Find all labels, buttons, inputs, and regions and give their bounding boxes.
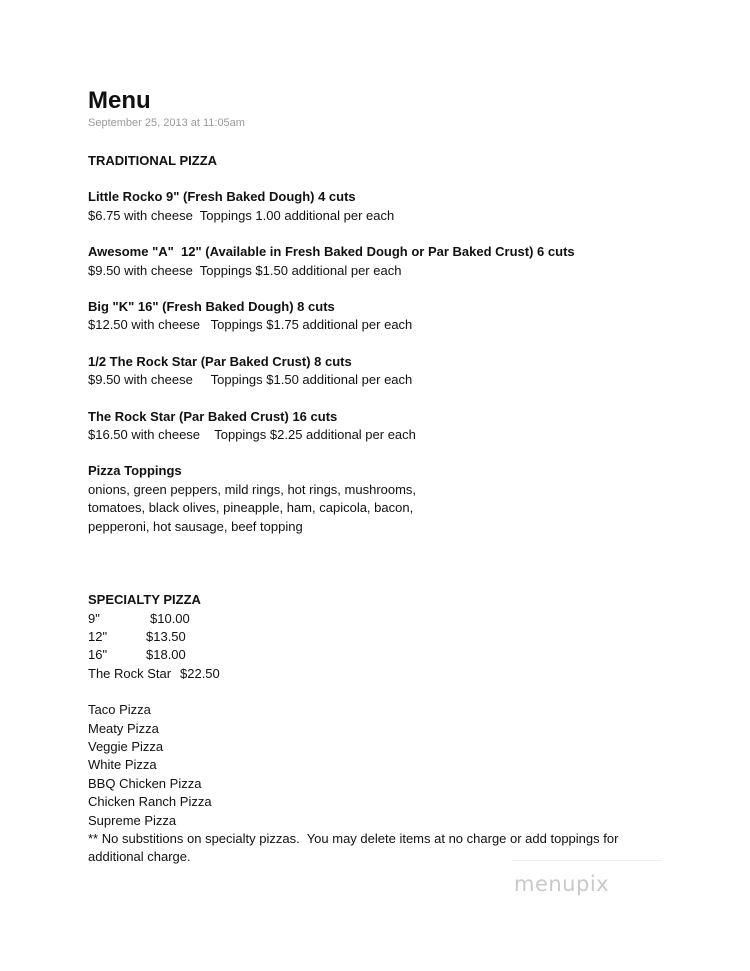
size-label: 9" [88, 610, 100, 626]
menu-item-price: $6.75 with cheese Toppings 1.00 additional per each [88, 207, 395, 223]
specialty-pizza-item: Supreme Pizza [88, 812, 177, 828]
size-label: 12" [88, 628, 108, 644]
size-price-row [88, 628, 728, 646]
specialty-pizza-item: Chicken Ranch Pizza [88, 794, 212, 810]
toppings-line: tomatoes, black olives, pineapple, ham, capicola, bacon, [88, 500, 414, 516]
menu-item-price: $12.50 with cheese Toppings $1.75 additional per each [88, 317, 413, 333]
menu-item-price: $16.50 with cheese Toppings $2.25 additional per each [88, 427, 416, 443]
size-price-row [88, 610, 728, 628]
specialty-pizza-item: Taco Pizza [88, 702, 151, 718]
size-label: 16" [88, 647, 108, 663]
size-label: The Rock Star [88, 665, 172, 681]
size-price: $10.00 [150, 610, 190, 626]
menu-item-name: Big "K" 16" (Fresh Baked Dough) 8 cuts [88, 299, 335, 315]
specialty-heading: SPECIALTY PIZZA [88, 592, 201, 608]
specialty-pizza-item: Meaty Pizza [88, 720, 159, 736]
toppings-heading: Pizza Toppings [88, 463, 182, 479]
menu-item-name: Little Rocko 9" (Fresh Baked Dough) 4 cuts [88, 189, 356, 205]
menu-item-name: Awesome "A" 12" (Available in Fresh Baked Dough or Par Baked Crust) 6 cuts [88, 244, 575, 260]
menupix-watermark: menupix [514, 872, 610, 896]
size-price: $18.00 [146, 647, 186, 663]
specialty-pizza-item: White Pizza [88, 757, 157, 773]
traditional-heading: TRADITIONAL PIZZA [88, 153, 218, 168]
specialty-pizza-item: Veggie Pizza [88, 738, 164, 754]
menu-document [88, 87, 728, 867]
size-price-row [88, 665, 728, 683]
specialty-pizza-item: BBQ Chicken Pizza [88, 775, 202, 791]
post-date: September 25, 2013 at 11:05am [88, 117, 245, 129]
menu-item-price: $9.50 with cheese Toppings $1.50 additional per each [88, 262, 402, 278]
toppings-line: onions, green peppers, mild rings, hot rings, mushrooms, [88, 481, 417, 497]
toppings-line: pepperoni, hot sausage, beef topping [88, 518, 303, 534]
menu-item-price: $9.50 with cheese Toppings $1.50 additional per each [88, 372, 413, 388]
specialty-note: ** No substitions on specialty pizzas. You may delete items at no charge or add toppings for additional charge. [88, 830, 623, 865]
menu-item-name: 1/2 The Rock Star (Par Baked Crust) 8 cuts [88, 353, 352, 369]
watermark-rule [512, 860, 662, 861]
size-price-row [88, 646, 728, 664]
size-price: $22.50 [180, 665, 220, 681]
menu-item-name: The Rock Star (Par Baked Crust) 16 cuts [88, 408, 338, 424]
page-title: Menu [88, 87, 151, 114]
size-price: $13.50 [146, 628, 186, 644]
